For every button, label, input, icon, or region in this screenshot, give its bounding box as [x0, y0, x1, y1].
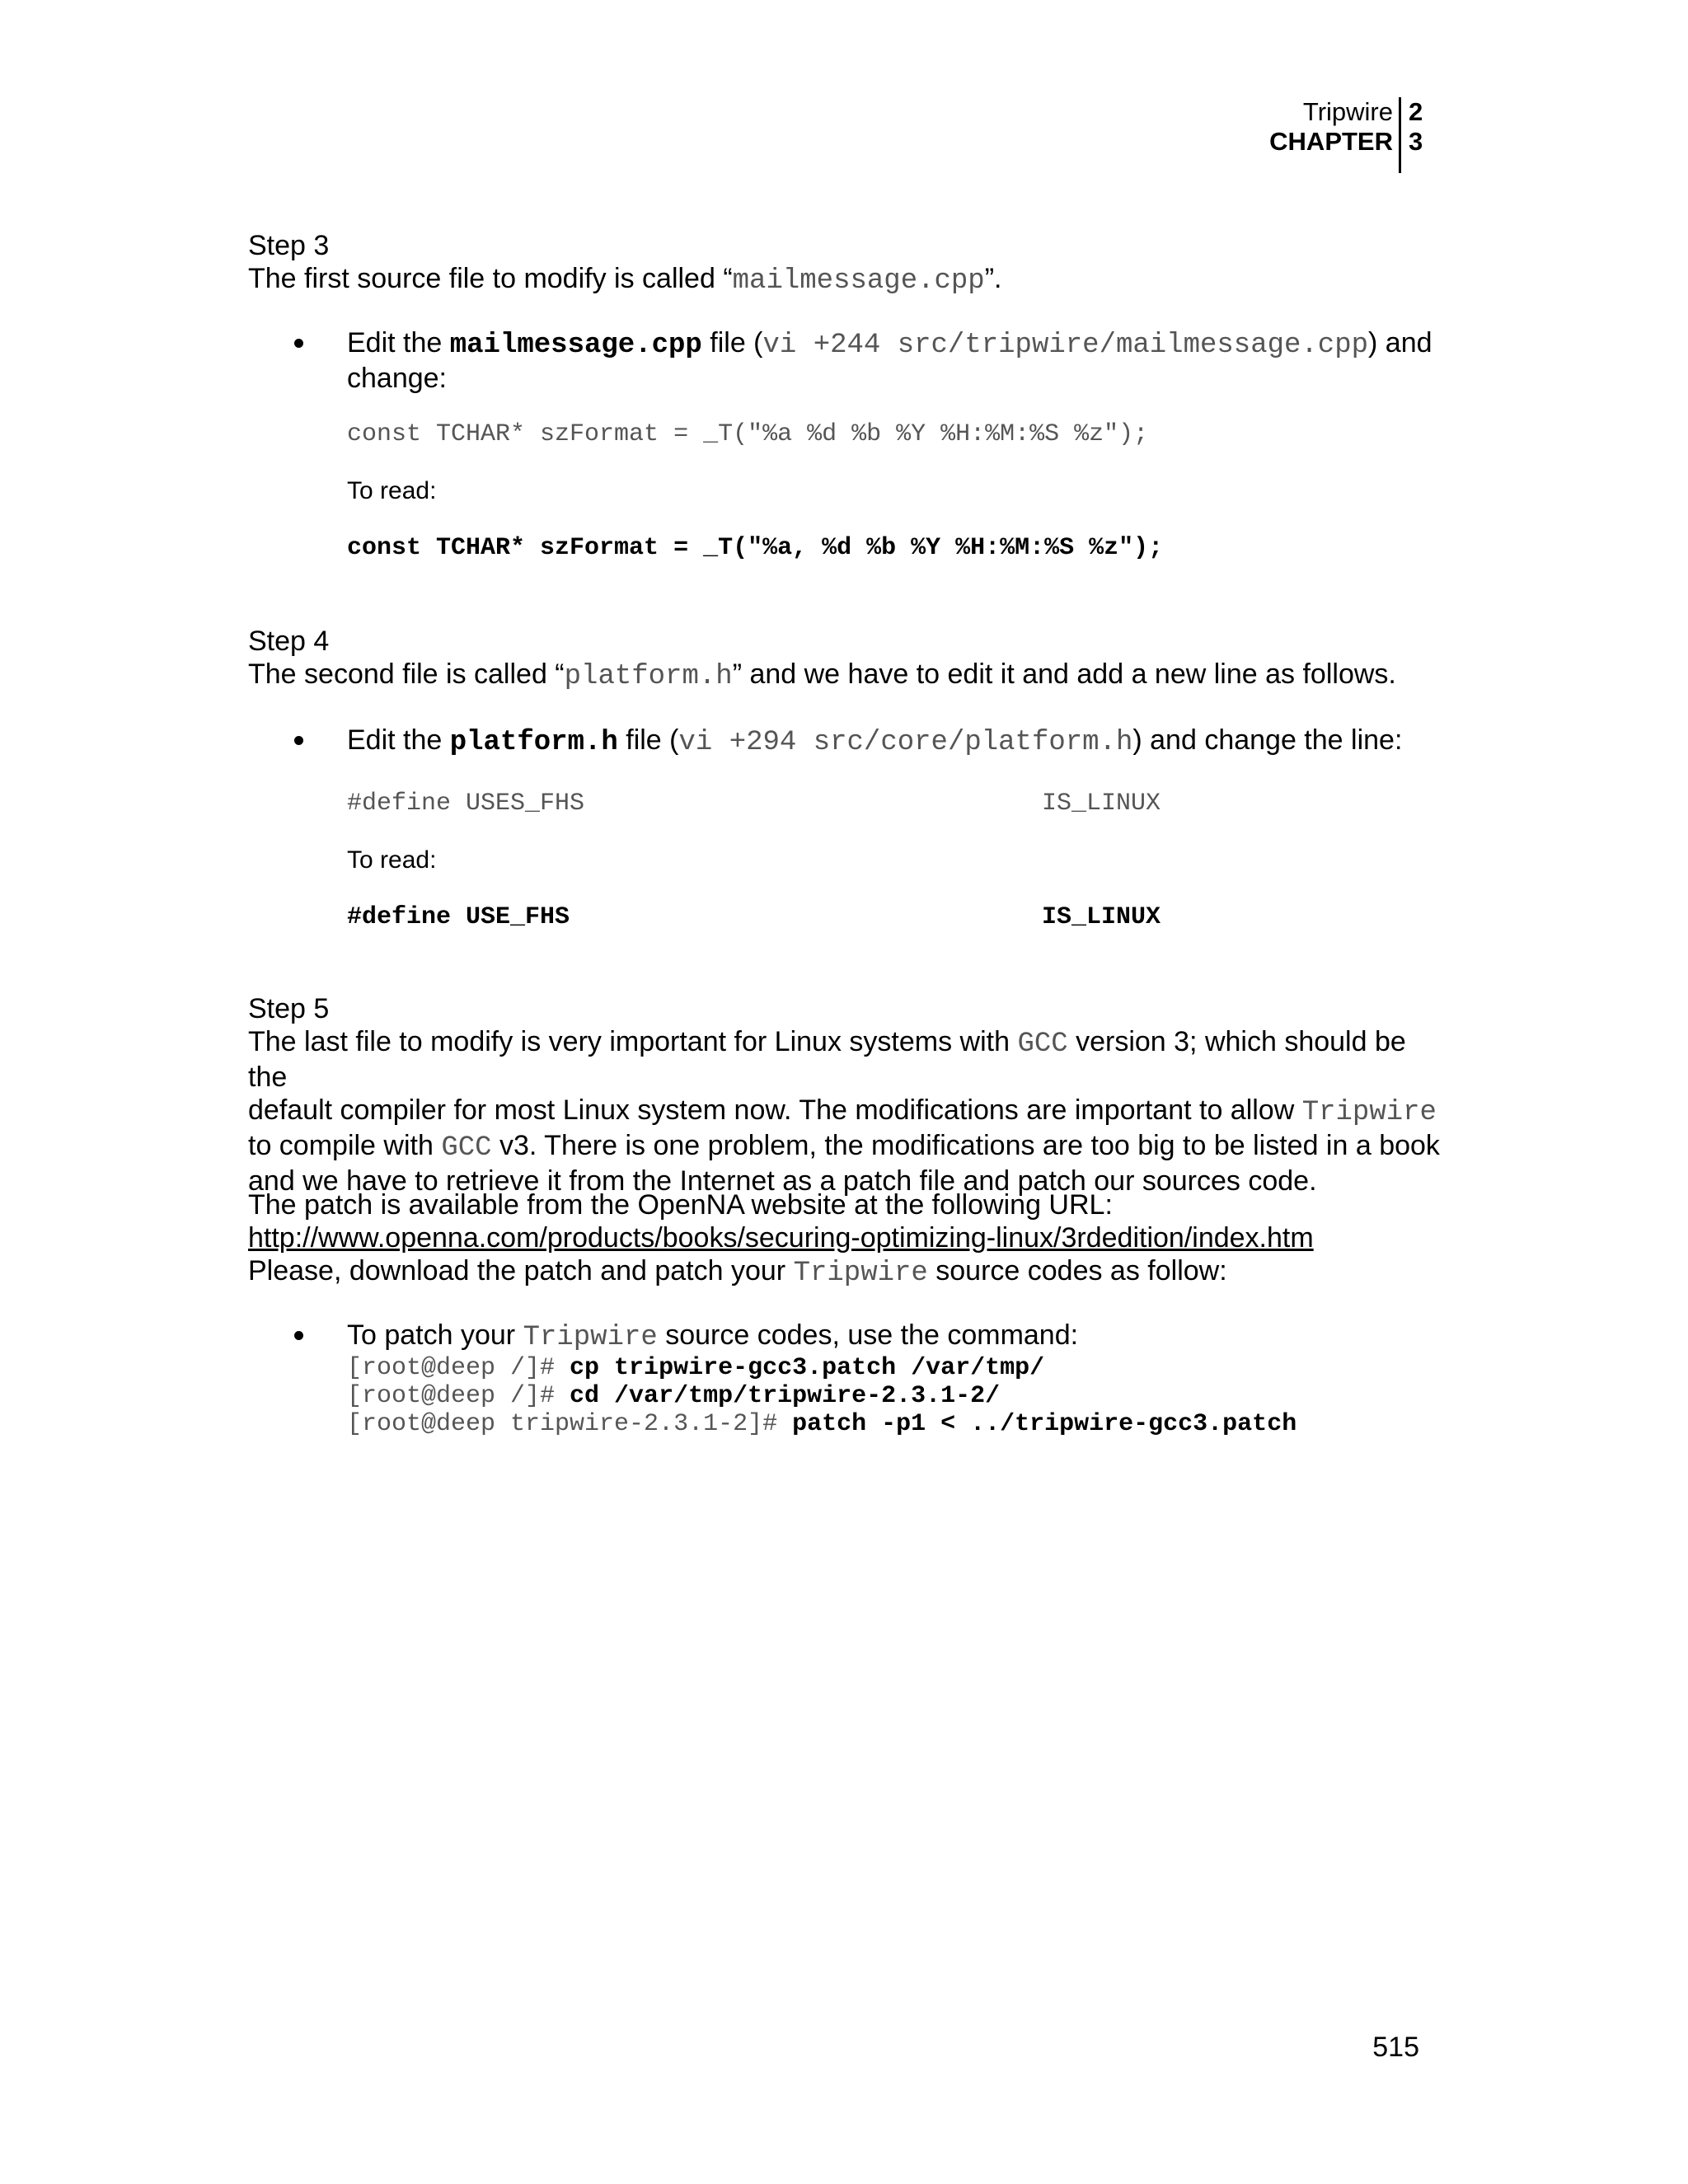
- bullet-icon: [294, 736, 303, 745]
- code-original-define: #define USES_FHS: [347, 790, 585, 818]
- to-read-label: To read:: [347, 846, 437, 874]
- header-title: Tripwire: [1302, 97, 1393, 126]
- command-line: [root@deep tripwire-2.3.1-2]# patch -p1 < ../tripwire-gcc3.patch: [347, 1410, 1297, 1438]
- code-modified-value: IS_LINUX: [1042, 903, 1161, 931]
- page-number: 515: [1372, 2032, 1419, 2063]
- header-divider: [1399, 97, 1401, 173]
- step4-intro: The second file is called “platform.h” and we have to edit it and add a new line as follows.: [248, 658, 1396, 692]
- filename-mailmessage-bold: mailmessage.cpp: [449, 330, 702, 361]
- filename-platform: platform.h: [564, 661, 733, 692]
- header-chapter-label: CHAPTER: [1269, 127, 1393, 156]
- to-read-label: To read:: [347, 477, 437, 504]
- step5-paragraph-1: The last file to modify is very important for Linux systems with GCC version 3; which should be the default compiler for most Linux system now. The modifications are important to allow Tripwire to compile with GCC v3. There is one problem, the modifications are too big to be listed in a book and we have to retrieve it from the Internet as a patch file and patch our sources code.: [248, 1026, 1440, 1197]
- vi-command: vi +244 src/tripwire/mailmessage.cpp: [762, 330, 1369, 361]
- code-modified: const TCHAR* szFormat = _T("%a, %d %b %Y %H:%M:%S %z");: [347, 534, 1164, 562]
- code-original: const TCHAR* szFormat = _T("%a %d %b %Y %H:%M:%S %z");: [347, 420, 1149, 448]
- header-chapter-number-top: 2: [1409, 97, 1423, 126]
- step3-heading: Step 3: [248, 230, 330, 261]
- vi-command: vi +294 src/core/platform.h: [678, 727, 1133, 758]
- command-line: [root@deep /]# cp tripwire-gcc3.patch /var/tmp/: [347, 1354, 1045, 1382]
- step5-paragraph-2: The patch is available from the OpenNA website at the following URL: http://www.openna.com/products/books/securing-optimizing-linux/3rdedition/index.htm Please, download the patch and patch your Tripwire source codes as follow:: [248, 1189, 1314, 1289]
- filename-mailmessage: mailmessage.cpp: [732, 265, 985, 297]
- openna-url-link[interactable]: http://www.openna.com/products/books/securing-optimizing-linux/3rdedition/index.htm: [248, 1222, 1314, 1254]
- filename-platform-bold: platform.h: [449, 727, 618, 758]
- command-line: [root@deep /]# cd /var/tmp/tripwire-2.3.1-2/: [347, 1382, 1001, 1410]
- header-chapter-number-bottom: 3: [1409, 127, 1423, 156]
- step5-heading: Step 5: [248, 993, 330, 1024]
- step3-intro: The first source file to modify is called “mailmessage.cpp”.: [248, 263, 1002, 297]
- step4-heading: Step 4: [248, 626, 330, 657]
- bullet-icon: [294, 1331, 303, 1340]
- code-original-value: IS_LINUX: [1042, 790, 1161, 818]
- bullet-icon: [294, 339, 303, 348]
- code-modified-define: #define USE_FHS: [347, 903, 570, 931]
